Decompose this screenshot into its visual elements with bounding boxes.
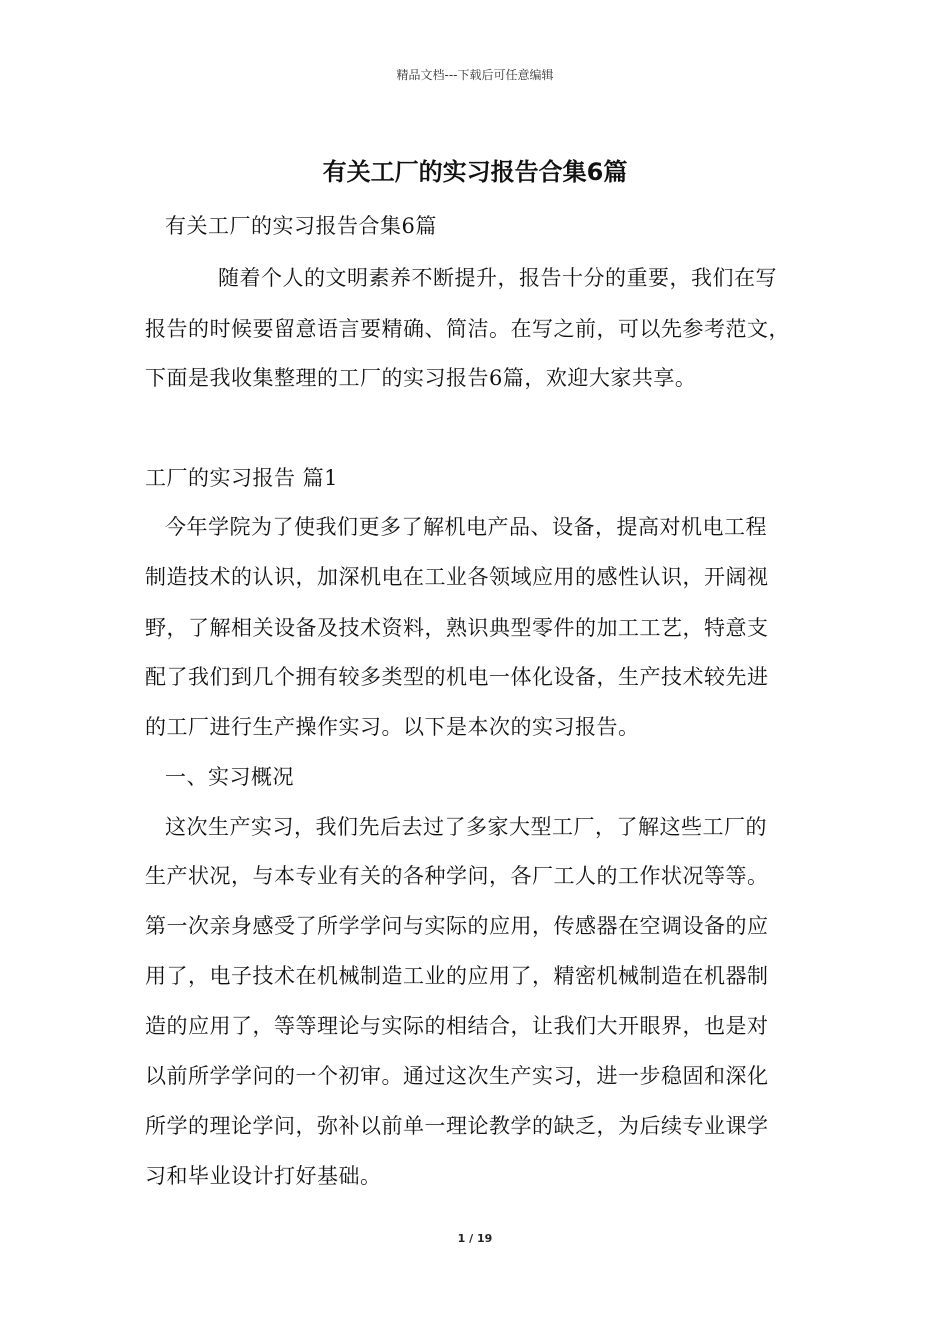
- body-line: 习和毕业设计打好基础。: [145, 1164, 382, 1188]
- intro-line: 随着个人的文明素养不断提升，报告十分的重要，我们在写: [218, 266, 777, 290]
- body-line: 这次生产实习，我们先后去过了多家大型工厂，了解这些工厂的: [165, 815, 767, 839]
- subtitle-line: 有关工厂的实习报告合集6篇: [165, 214, 437, 238]
- body-line: 制造技术的认识，加深机电在工业各领域应用的感性认识，开阔视: [145, 565, 769, 589]
- body-line: 配了我们到几个拥有较多类型的机电一体化设备，生产技术较先进: [145, 665, 769, 689]
- intro-line: 报告的时候要留意语言要精确、简洁。在写之前，可以先参考范文，: [145, 317, 790, 341]
- header-note: 精品文档---下载后可任意编辑: [396, 68, 554, 82]
- body-line: 造的应用了，等等理论与实际的相结合，让我们大开眼界，也是对: [145, 1014, 769, 1038]
- body-line: 野，了解相关设备及技术资料，熟识典型零件的加工工艺，特意支: [145, 616, 769, 640]
- body-line: 所学的理论学问，弥补以前单一理论教学的缺乏，为后续专业课学: [145, 1114, 769, 1138]
- body-line: 第一次亲身感受了所学学问与实际的应用，传感器在空调设备的应: [145, 914, 769, 938]
- section-heading: 工厂的实习报告 篇1: [145, 466, 339, 490]
- body-line: 用了，电子技术在机械制造工业的应用了，精密机械制造在机器制: [145, 964, 769, 988]
- body-line: 今年学院为了使我们更多了解机电产品、设备，提高对机电工程: [165, 515, 767, 539]
- body-line: 生产状况，与本专业有关的各种学问，各厂工人的工作状况等等。: [145, 864, 769, 888]
- subsection-heading: 一、实习概况: [165, 765, 294, 789]
- intro-line: 下面是我收集整理的工厂的实习报告6篇，欢迎大家共享。: [145, 366, 697, 390]
- body-line: 以前所学学问的一个初审。通过这次生产实习，进一步稳固和深化: [145, 1064, 769, 1088]
- body-line: 的工厂进行生产操作实习。以下是本次的实习报告。: [145, 715, 640, 739]
- document-title: 有关工厂的实习报告合集6篇: [322, 158, 628, 186]
- page-number: 1 / 19: [457, 1232, 493, 1245]
